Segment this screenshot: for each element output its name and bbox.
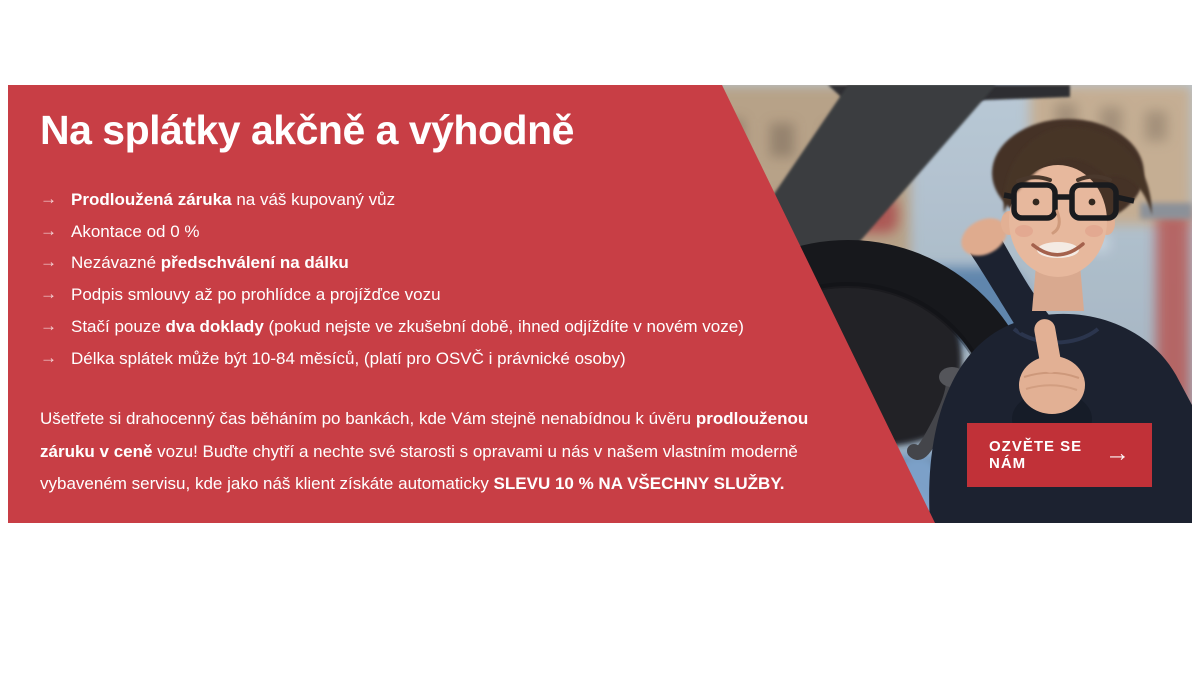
cta-button[interactable] [967,423,1152,487]
benefit-text: Prodloužená záruka na váš kupovaný vůz [71,189,396,209]
benefit-text: Stačí pouze dva doklady (pokud nejste ve zkušební době, ihned odjíždíte v novém voze) [71,317,744,337]
benefit-item [40,311,744,343]
arrow-right-icon: → [40,316,57,336]
benefit-item [40,279,744,311]
benefit-text: Podpis smlouvy až po prohlídce a projížďce vozu [71,285,441,305]
arrow-right-icon: → [40,188,57,208]
arrow-right-icon: → [40,220,57,240]
arrow-right-icon: → [1105,439,1130,467]
promo-paragraph: Ušetřete si drahocenný čas běháním po bankách, kde Vám stejně nenabídnou k úvěru prodlouženou záruku v ceně vozu! Buďte chytří a nechte své starosti s opravami u nás v našem vlastním moderně vybaveném servisu, kde jako náš klient získáte automaticky SLEVU 10 % NA VŠECHNY SLUŽBY. [40,409,809,493]
benefits-list [40,184,744,375]
benefit-item [40,216,744,248]
arrow-right-icon: → [40,284,57,304]
benefit-item [40,184,744,216]
benefit-item [40,343,744,375]
benefit-text: Délka splátek může být 10-84 měsíců, (platí pro OSVČ i právnické osoby) [71,348,626,368]
arrow-right-icon: → [40,252,57,272]
banner-title: Na splátky akčně a výhodně [40,107,574,153]
benefit-text: Akontace od 0 % [71,221,200,241]
promo-banner [8,85,1192,523]
benefit-text: Nezávazné předschválení na dálku [71,253,349,273]
benefit-item [40,248,744,280]
arrow-right-icon: → [40,347,57,367]
cta-label: OZVĚTE SE NÁM [989,438,1083,472]
